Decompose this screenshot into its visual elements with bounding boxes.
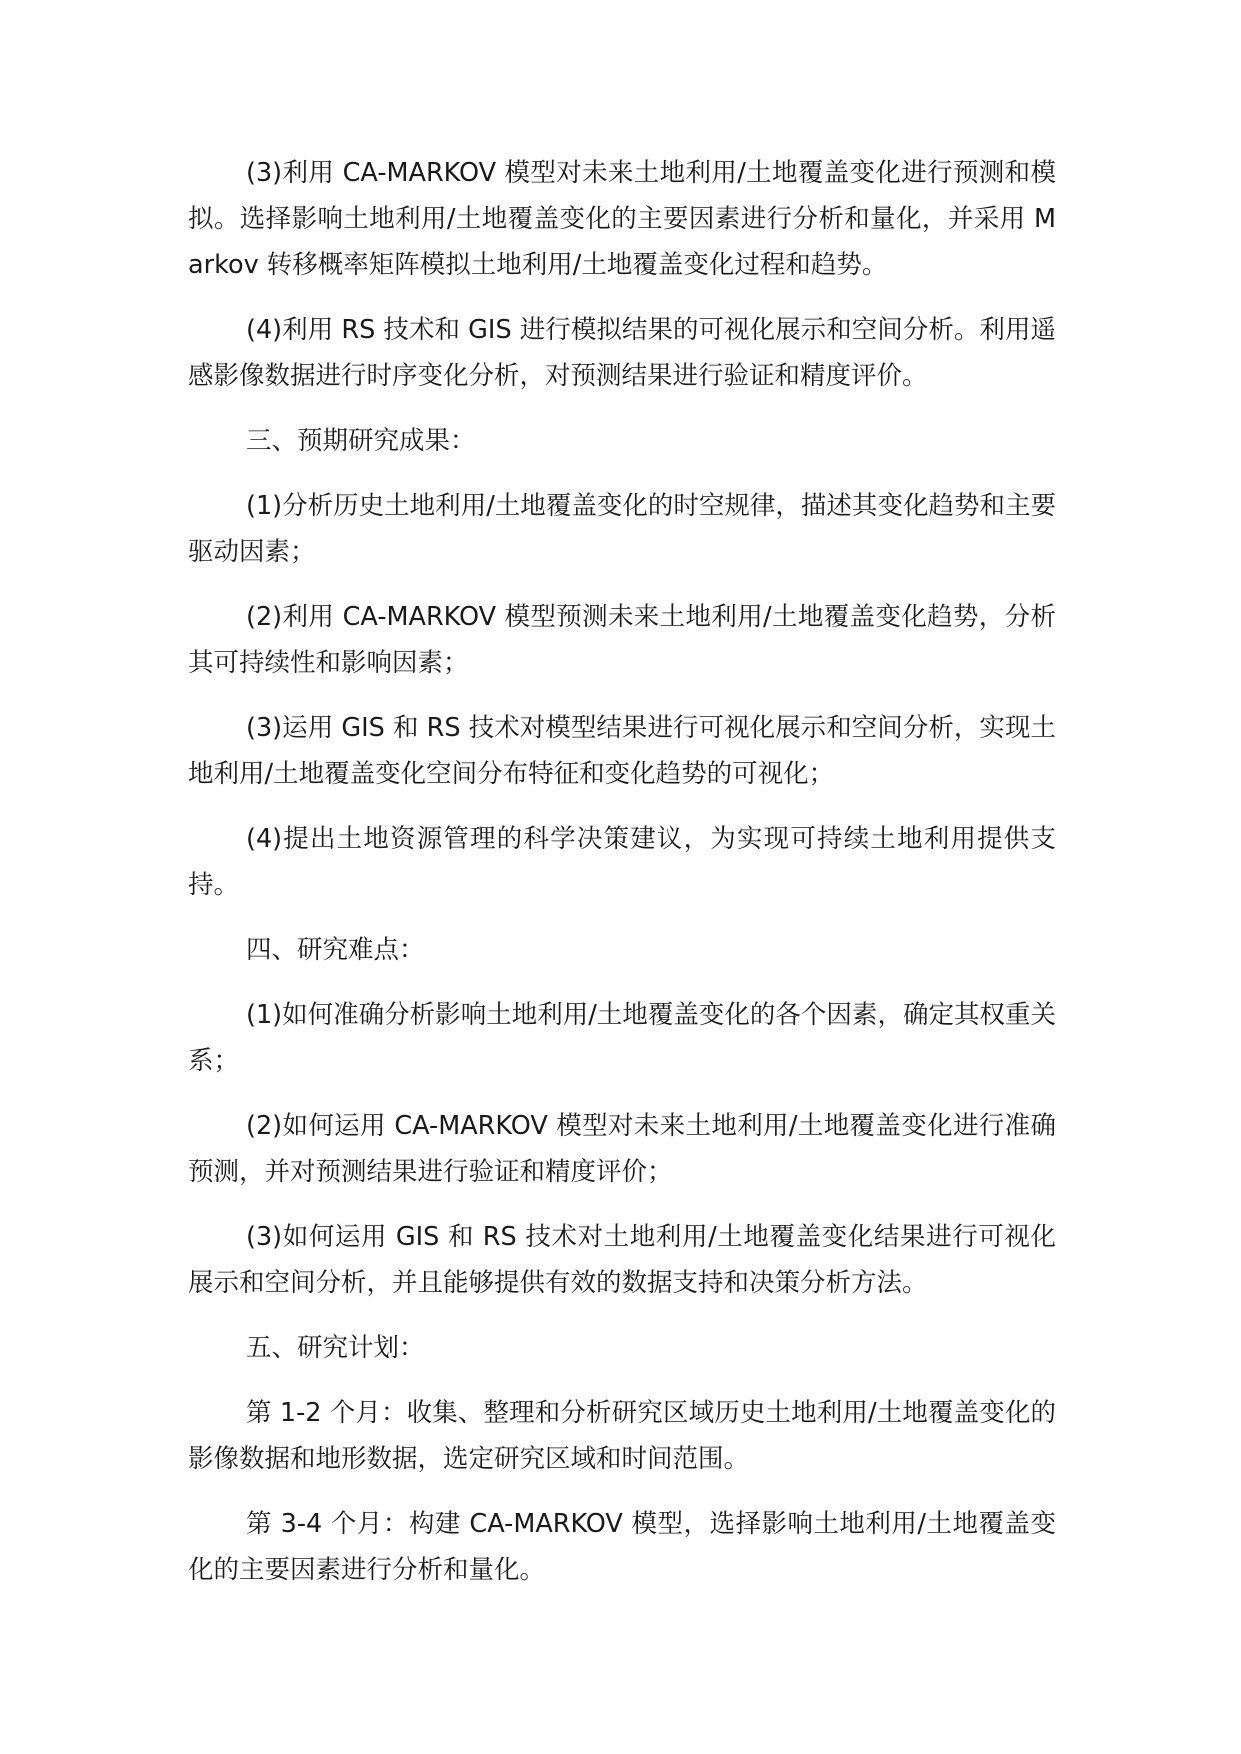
difficulty-item-2: (2)如何运用 CA-MARKOV 模型对未来土地利用/土地覆盖变化进行准确预测，并对预测结果进行验证和精度评价； <box>188 1111 1056 1187</box>
result-item-1: (1)分析历史土地利用/土地覆盖变化的时空规律，描述其变化趋势和主要驱动因素； <box>188 491 1056 567</box>
plan-item-months-3-4: 第 3-4 个月：构建 CA-MARKOV 模型，选择影响土地利用/土地覆盖变化的主要因素进行分析和量化。 <box>188 1509 1056 1585</box>
section-heading-plan: 五、研究计划： <box>246 1333 425 1363</box>
result-item-3: (3)运用 GIS 和 RS 技术对模型结果进行可视化展示和空间分析，实现土地利用/土地覆盖变化空间分布特征和变化趋势的可视化； <box>188 713 1056 789</box>
plan-item-months-1-2: 第 1-2 个月：收集、整理和分析研究区域历史土地利用/土地覆盖变化的影像数据和地形数据，选定研究区域和时间范围。 <box>188 1398 1056 1474</box>
paragraph-rs-gis-visualization: (4)利用 RS 技术和 GIS 进行模拟结果的可视化展示和空间分析。利用遥感影像数据进行时序变化分析，对预测结果进行验证和精度评价。 <box>188 315 1056 391</box>
section-heading-expected-results: 三、预期研究成果： <box>246 426 476 456</box>
result-item-4: (4)提出土地资源管理的科学决策建议，为实现可持续土地利用提供支持。 <box>188 824 1056 900</box>
paragraph-ca-markov-prediction: (3)利用 CA-MARKOV 模型对未来土地利用/土地覆盖变化进行预测和模拟。选择影响土地利用/土地覆盖变化的主要因素进行分析和量化，并采用 Markov 转移概率矩阵模拟土地利用/土地覆盖变化过程和趋势。 <box>188 158 1056 280</box>
result-item-2: (2)利用 CA-MARKOV 模型预测未来土地利用/土地覆盖变化趋势，分析其可持续性和影响因素； <box>188 602 1056 678</box>
difficulty-item-3: (3)如何运用 GIS 和 RS 技术对土地利用/土地覆盖变化结果进行可视化展示和空间分析，并且能够提供有效的数据支持和决策分析方法。 <box>188 1222 1056 1298</box>
section-heading-difficulties: 四、研究难点： <box>246 935 425 965</box>
difficulty-item-1: (1)如何准确分析影响土地利用/土地覆盖变化的各个因素，确定其权重关系； <box>188 1000 1056 1076</box>
document-page <box>188 150 1056 1612</box>
